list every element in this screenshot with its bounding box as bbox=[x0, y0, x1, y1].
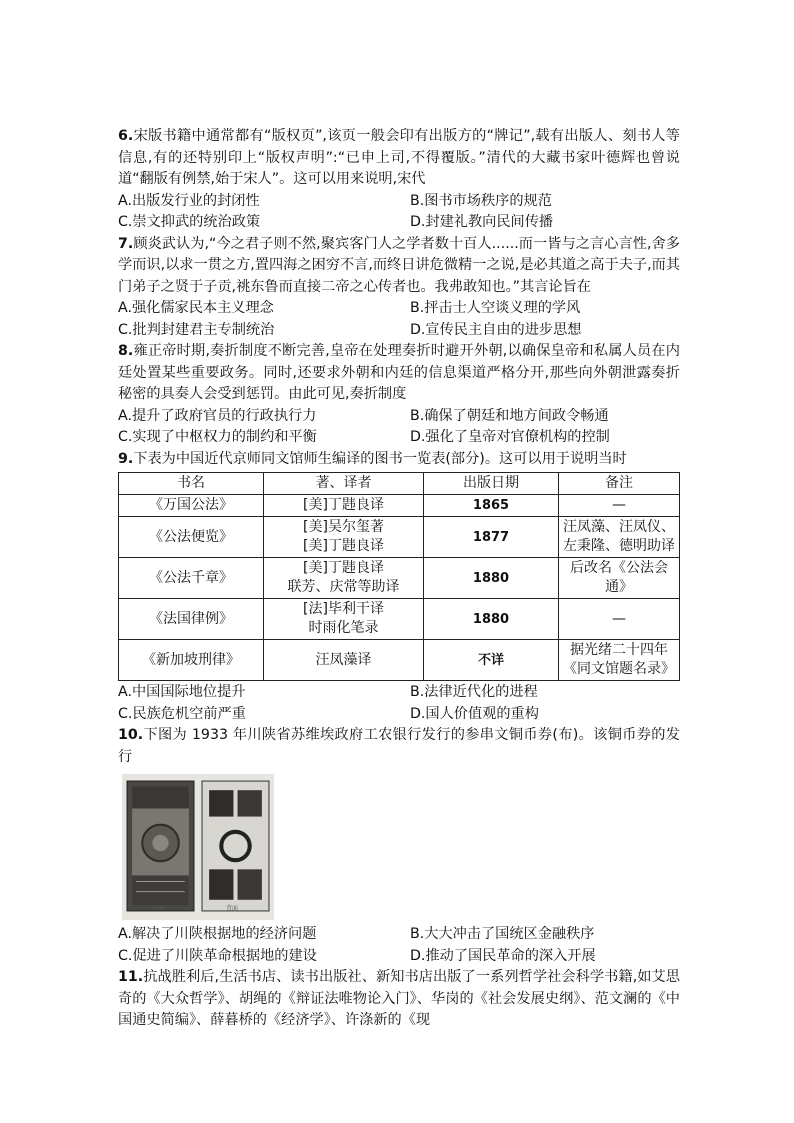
cell-note bbox=[559, 640, 680, 681]
option-c[interactable]: C.实现了中枢权力的制约和平衡 bbox=[118, 429, 317, 445]
cell-authors-line: [美]丁韪良译 bbox=[303, 560, 384, 576]
options bbox=[118, 298, 680, 341]
option-a[interactable]: A.提升了政府官员的行政执行力 bbox=[118, 407, 317, 424]
cell-authors bbox=[264, 495, 424, 517]
option-a[interactable]: A.解决了川陕根据地的经济问题 bbox=[118, 926, 317, 942]
cell-note-line: 汪凤藻、汪凤仪、 bbox=[563, 519, 675, 535]
question-number: 9. bbox=[118, 450, 134, 467]
cell-authors-line: [美]吴尔玺著 bbox=[303, 519, 384, 535]
question-number: 10. bbox=[118, 727, 144, 743]
cell-authors-line: [法]毕利干译 bbox=[303, 601, 384, 617]
book-table bbox=[118, 472, 680, 681]
table-row bbox=[119, 599, 680, 640]
stem-text: 顾炎武认为,“今之君子则不然,聚宾客门人之学者数十百人......而一皆与之言心言性,舍多学而识,以求一贯之方,置四海之困穷不言,而终日讲危微精一之说,是必其道之高于夫子,而其门弟子之贤于子贡,祧东鲁而直接二帝之心传者也。我弗敢知也。”其言论旨在 bbox=[118, 235, 680, 295]
options bbox=[118, 924, 680, 967]
option-b[interactable]: B.法律近代化的进程 bbox=[410, 684, 538, 700]
cell-authors bbox=[264, 558, 424, 599]
question-8 bbox=[118, 341, 680, 449]
stem-text: 下图为 1933 年川陕省苏维埃政府工农银行发行的参串文铜币券(布)。该铜币券的发行 bbox=[118, 727, 680, 765]
option-b[interactable]: B.确保了朝廷和地方间政令畅通 bbox=[410, 407, 609, 424]
stem-text: 雍正帝时期,奏折制度不断完善,皇帝在处理奏折时避开外朝,以确保皇帝和私属人员在内廷处置某些重要政务。同时,还要求外朝和内廷的信息渠道严格分开,那些向外朝泄露奏折秘密的具奏人会受到惩罚。由此可见,奏折制度 bbox=[118, 343, 680, 402]
question-9 bbox=[118, 449, 680, 726]
option-d[interactable]: D.封建礼教向民间传播 bbox=[410, 214, 554, 230]
question-stem bbox=[118, 967, 680, 1032]
options bbox=[118, 406, 680, 449]
cell-note-line: — bbox=[612, 497, 626, 513]
cell-date: 1877 bbox=[424, 517, 559, 558]
question-stem bbox=[118, 234, 680, 299]
header-authors: 著、译者 bbox=[264, 473, 424, 495]
option-d[interactable]: D.推动了国民革命的深入开展 bbox=[410, 947, 596, 964]
question-stem bbox=[118, 725, 680, 768]
table-header-row bbox=[119, 473, 680, 495]
option-b[interactable]: B.图书市场秩序的规范 bbox=[410, 192, 552, 209]
cell-note-line: — bbox=[612, 610, 626, 627]
question-7 bbox=[118, 234, 680, 342]
cell-note bbox=[559, 517, 680, 558]
stem-text: 下表为中国近代京师同文馆师生编译的图书一览表(部分)。这可以用于说明当时 bbox=[133, 450, 627, 467]
exam-page bbox=[118, 126, 680, 1032]
cell-note bbox=[559, 495, 680, 517]
option-a[interactable]: A.强化儒家民本主义理念 bbox=[118, 300, 274, 316]
cell-title: 《法国律例》 bbox=[119, 599, 264, 640]
cell-authors bbox=[264, 640, 424, 681]
front-caption: 正面 bbox=[152, 904, 165, 912]
cell-note-line: 后改名《公法会通》 bbox=[570, 560, 668, 595]
options bbox=[118, 682, 680, 725]
question-number: 11. bbox=[118, 969, 144, 985]
question-number: 7. bbox=[118, 235, 134, 252]
option-c[interactable]: C.民族危机空前严重 bbox=[118, 705, 246, 722]
cell-date: 1865 bbox=[424, 495, 559, 517]
copper-note-photo bbox=[122, 774, 274, 920]
question-11 bbox=[118, 967, 680, 1032]
cell-date: 1880 bbox=[424, 599, 559, 640]
option-c[interactable]: C.崇文抑武的统治政策 bbox=[118, 214, 261, 230]
cell-note bbox=[559, 558, 680, 599]
copper-note-back-image bbox=[201, 778, 270, 914]
question-6 bbox=[118, 126, 680, 234]
cell-note-line: 左秉隆、德明助译 bbox=[563, 538, 675, 554]
question-stem bbox=[118, 341, 680, 406]
stem-text: 抗战胜利后,生活书店、读书出版社、新知书店出版了一系列哲学社会科学书籍,如艾思奇的《大众哲学》、胡绳的《辩证法唯物论入门》、华岗的《社会发展史纲》、范文澜的《中国通史简编》、薛暮桥的《经济学》、许涤新的《现 bbox=[118, 969, 680, 1028]
option-d[interactable]: D.宣传民主自由的进步思想 bbox=[410, 321, 582, 338]
header-date: 出版日期 bbox=[424, 473, 559, 495]
option-b[interactable]: B.抨击士人空谈义理的学风 bbox=[410, 300, 581, 316]
table-row bbox=[119, 495, 680, 517]
option-d[interactable]: D.强化了皇帝对官僚机构的控制 bbox=[410, 429, 610, 445]
header-note: 备注 bbox=[559, 473, 680, 495]
cell-title: 《新加坡刑律》 bbox=[119, 640, 264, 681]
option-b[interactable]: B.大大冲击了国统区金融秩序 bbox=[410, 926, 595, 942]
options bbox=[118, 191, 680, 234]
option-d[interactable]: D.国人价值观的重构 bbox=[410, 705, 539, 722]
back-caption: 背面 bbox=[226, 904, 239, 912]
cell-authors-line: 联芳、庆常等助译 bbox=[287, 579, 400, 595]
cell-authors-line: 时雨化笔录 bbox=[308, 620, 379, 636]
table-row bbox=[119, 640, 680, 681]
question-10 bbox=[118, 725, 680, 967]
option-c[interactable]: C.批判封建君主专制统治 bbox=[118, 321, 275, 338]
cell-authors bbox=[264, 599, 424, 640]
cell-date: 不详 bbox=[424, 640, 559, 681]
option-c[interactable]: C.促进了川陕革命根据地的建设 bbox=[118, 947, 317, 964]
cell-date: 1880 bbox=[424, 558, 559, 599]
option-a[interactable]: A.出版发行业的封闭性 bbox=[118, 192, 260, 209]
cell-authors bbox=[264, 517, 424, 558]
cell-authors-line: 汪凤藻译 bbox=[315, 651, 372, 668]
cell-authors-line: [美]丁韪良译 bbox=[303, 497, 384, 513]
cell-title: 《公法便览》 bbox=[119, 517, 264, 558]
cell-title: 《万国公法》 bbox=[119, 495, 264, 517]
question-number: 6. bbox=[118, 128, 134, 144]
cell-authors-line: [美]丁韪良译 bbox=[303, 538, 384, 554]
cell-note bbox=[559, 599, 680, 640]
table-body bbox=[119, 495, 680, 681]
table-row bbox=[119, 558, 680, 599]
question-number: 8. bbox=[118, 343, 134, 359]
copper-note-front-image bbox=[126, 778, 195, 914]
header-title: 书名 bbox=[119, 473, 264, 495]
cell-note-line: 据光绪二十四年 bbox=[570, 642, 668, 658]
question-stem bbox=[118, 449, 680, 471]
table-row bbox=[119, 517, 680, 558]
question-stem bbox=[118, 126, 680, 191]
cell-title: 《公法千章》 bbox=[119, 558, 264, 599]
option-a[interactable]: A.中国国际地位提升 bbox=[118, 684, 246, 700]
cell-note-line: 《同文馆题名录》 bbox=[563, 661, 675, 677]
stem-text: 宋版书籍中通常都有“版权页”,该页一般会印有出版方的“牌记”,载有出版人、刻书人等信息,有的还特别印上“版权声明”:“已申上司,不得覆版。”清代的大藏书家叶德辉也曾说道“翻版有例禁,始于宋人”。这可以用来说明,宋代 bbox=[118, 128, 680, 187]
